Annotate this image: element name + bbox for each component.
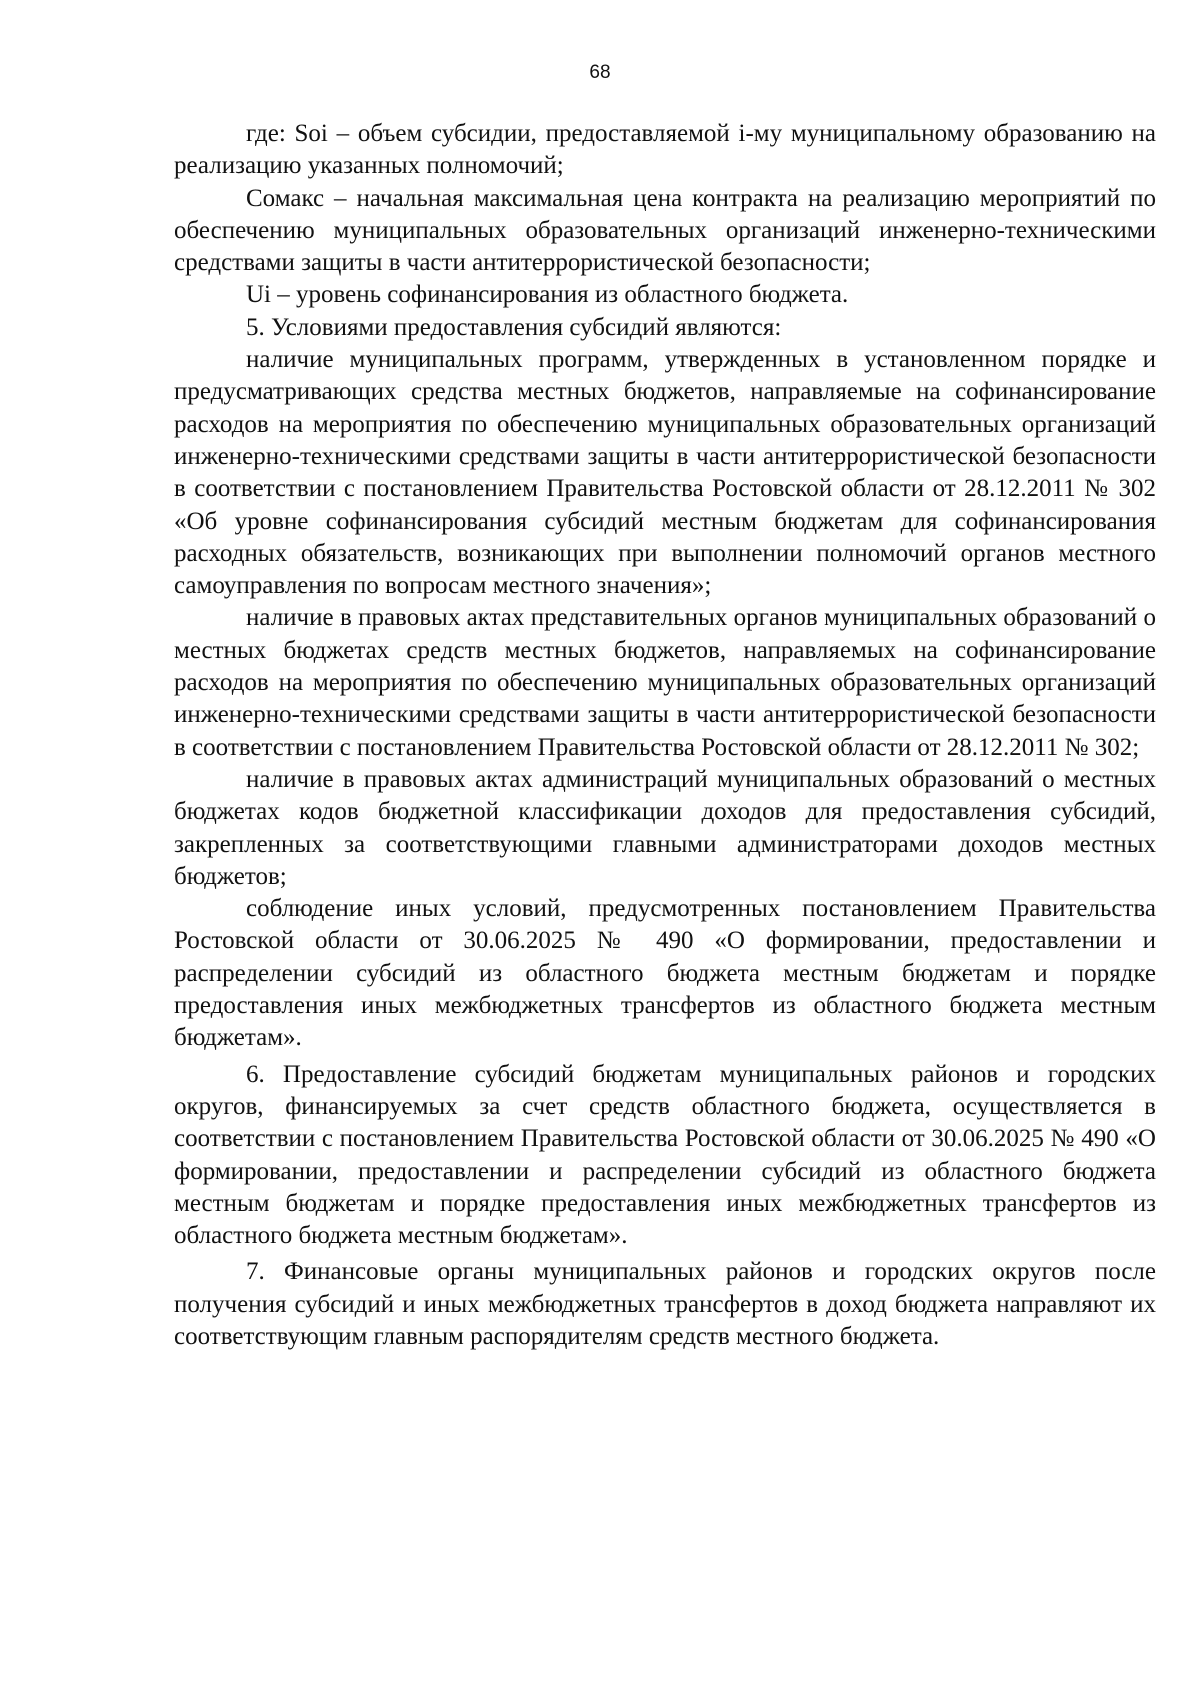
paragraph-item-5: 5. Условиями предоставления субсидий являются: bbox=[246, 313, 782, 341]
paragraph-condition-budget-codes: наличие в правовых актах администраций муниципальных образований о местных бюджетах кодов бюджетной классификации доходов для предоставления субсидий, закрепленных за соответствующими главными администраторами доходов местных бюджетов; bbox=[174, 765, 1156, 890]
paragraph-soi-definition: где: Soi – объем субсидии, предоставляемой i-му муниципальному образованию на реализацию указанных полномочий; bbox=[174, 120, 1156, 180]
page-number: 68 bbox=[589, 62, 611, 83]
paragraph-condition-other: соблюдение иных условий, предусмотренных постановлением Правительства Ростовской области от 30.06.2025 № 490 «О формировании, предоставлении и распределении субсидий из областного бюджета местным бюджетам и порядке предоставления иных межбюджетных трансфертов из областного бюджета местным бюджетам». bbox=[174, 895, 1156, 1052]
paragraph-condition-programs: наличие муниципальных программ, утвержденных в установленном порядке и предусматривающих средства местных бюджетов, направляемые на софинансирование расходов на мероприятия по обеспечению муниципальных образовательных организаций инженерно-техническими средствами защиты в части антитеррористической безопасности в соответствии с постановлением Правительства Ростовской области от 28.12.2011 № 302 «Об уровне софинансирования субсидий местным бюджетам для софинансирования расходных обязательств, возникающих при выполнении полномочий органов местного самоуправления по вопросам местного значения»; bbox=[174, 346, 1156, 600]
paragraph-ui-definition: Ui – уровень софинансирования из областного бюджета. bbox=[246, 281, 849, 309]
paragraph-condition-budget-funds: наличие в правовых актах представительных органов муниципальных образований о местных бюджетах средств местных бюджетов, направляемых на софинансирование расходов на мероприятия по обеспечению муниципальных образовательных организаций инженерно-техническими средствами защиты в части антитеррористической безопасности в соответствии с постановлением Правительства Ростовской области от 28.12.2011 № 302; bbox=[174, 604, 1156, 761]
paragraph-somax-definition: Сомакс – начальная максимальная цена контракта на реализацию мероприятий по обеспечению муниципальных образовательных организаций инженерно-техническими средствами защиты в части антитеррористической безопасности; bbox=[174, 184, 1156, 277]
paragraph-item-6: 6. Предоставление субсидий бюджетам муниципальных районов и городских округов, финансируемых за счет средств областного бюджета, осуществляется в соответствии с постановлением Правительства Ростовской области от 30.06.2025 № 490 «О формировании, предоставлении и распределении субсидий из областного бюджета местным бюджетам и порядке предоставления иных межбюджетных трансфертов из областного бюджета местным бюджетам». bbox=[174, 1060, 1156, 1250]
document-body bbox=[174, 118, 1156, 1353]
paragraph-item-7: 7. Финансовые органы муниципальных районов и городских округов после получения субсидий и иных межбюджетных трансфертов в доход бюджета направляют их соответствующим главным распорядителям средств местного бюджета. bbox=[174, 1258, 1156, 1350]
